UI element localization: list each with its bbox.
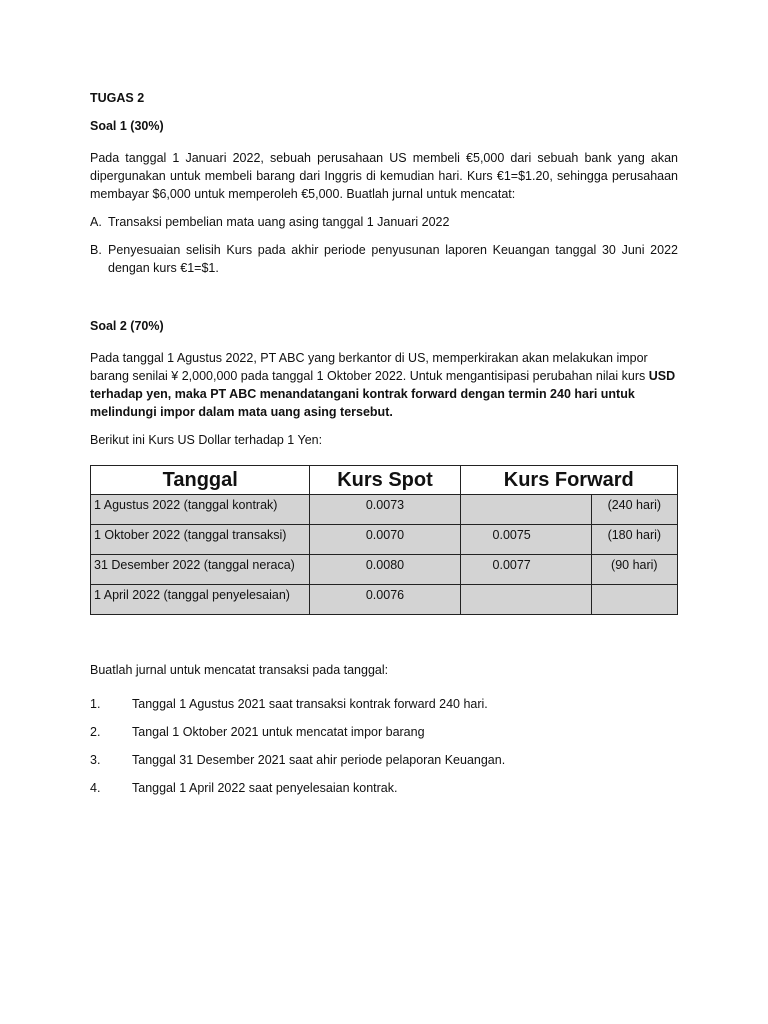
cell-days: (90 hari)	[591, 555, 677, 585]
cell-days: (180 hari)	[591, 525, 677, 555]
soal2-body	[90, 349, 678, 421]
cell-date: 1 Oktober 2022 (tanggal transaksi)	[91, 525, 310, 555]
soal1-item-text: Penyesuaian selisih Kurs pada akhir periode penyusunan laporen Keuangan tanggal 30 Juni 2022 dengan kurs €1=$1.	[108, 243, 678, 275]
list-item	[90, 723, 678, 741]
cell-spot: 0.0080	[310, 555, 460, 585]
cell-forward	[460, 585, 591, 615]
soal1-item-label: A.	[90, 215, 102, 229]
list-item	[90, 751, 678, 769]
cell-date: 31 Desember 2022 (tanggal neraca)	[91, 555, 310, 585]
header-tanggal: Tanggal	[91, 466, 310, 495]
table-row	[91, 585, 678, 615]
cell-days	[591, 585, 677, 615]
task-number: 4.	[90, 781, 101, 795]
list-item	[90, 779, 678, 797]
task-text: Tanggal 31 Desember 2021 saat ahir periode pelaporan Keuangan.	[132, 753, 506, 767]
cell-date: 1 Agustus 2022 (tanggal kontrak)	[91, 495, 310, 525]
instruction-text: Buatlah jurnal untuk mencatat transaksi pada tanggal:	[90, 663, 389, 677]
cell-spot: 0.0070	[310, 525, 460, 555]
soal1-item-b	[90, 241, 678, 277]
soal1-list	[90, 213, 678, 277]
soal1-body: Pada tanggal 1 Januari 2022, sebuah perusahaan US membeli €5,000 dari sebuah bank yang akan dipergunakan untuk membeli barang dari Inggris di kemudian hari. Kurs €1=$1.20, sehingga perusahaan membayar $6,000 untuk memperoleh €5,000. Buatlah jurnal untuk mencatat:	[90, 151, 678, 201]
cell-spot: 0.0076	[310, 585, 460, 615]
header-kurs-forward: Kurs Forward	[460, 466, 677, 495]
table-row	[91, 495, 678, 525]
document-page	[90, 89, 678, 807]
soal1-item-text: Transaksi pembelian mata uang asing tanggal 1 Januari 2022	[108, 215, 450, 229]
table-row	[91, 555, 678, 585]
cell-forward: 0.0075	[460, 525, 591, 555]
cell-forward	[460, 495, 591, 525]
task-text: Tanggal 1 April 2022 saat penyelesaian kontrak.	[132, 781, 398, 795]
cell-date: 1 April 2022 (tanggal penyelesaian)	[91, 585, 310, 615]
cell-spot: 0.0073	[310, 495, 460, 525]
table-row	[91, 525, 678, 555]
soal1-item-label: B.	[90, 243, 102, 257]
task-text: Tanggal 1 Agustus 2021 saat transaksi kontrak forward 240 hari.	[132, 697, 488, 711]
exchange-rate-table	[90, 465, 678, 615]
cell-forward: 0.0077	[460, 555, 591, 585]
task-number: 2.	[90, 725, 101, 739]
soal1-heading: Soal 1 (30%)	[90, 119, 164, 133]
task-text: Tangal 1 Oktober 2021 untuk mencatat impor barang	[132, 725, 425, 739]
soal1-item-a	[90, 213, 678, 231]
soal2-heading: Soal 2 (70%)	[90, 319, 164, 333]
cell-days: (240 hari)	[591, 495, 677, 525]
task-number: 1.	[90, 697, 101, 711]
header-kurs-spot: Kurs Spot	[310, 466, 460, 495]
soal2-body-plain: Pada tanggal 1 Agustus 2022, PT ABC yang berkantor di US, memperkirakan akan melakukan impor barang senilai ¥ 2,000,000 pada tanggal 1 Oktober 2022. Untuk mengantisipasi perubahan nilai kurs	[90, 351, 648, 383]
soal2-body-bold: USD terhadap yen, maka PT ABC menandatangani kontrak forward dengan termin 240 hari untuk melindungi impor dalam mata uang asing tersebut.	[90, 369, 676, 419]
table-intro: Berikut ini Kurs US Dollar terhadap 1 Yen:	[90, 433, 323, 447]
task-list	[90, 695, 678, 797]
task-number: 3.	[90, 753, 101, 767]
table-header-row	[91, 466, 678, 495]
document-title: TUGAS 2	[90, 91, 145, 105]
list-item	[90, 695, 678, 713]
